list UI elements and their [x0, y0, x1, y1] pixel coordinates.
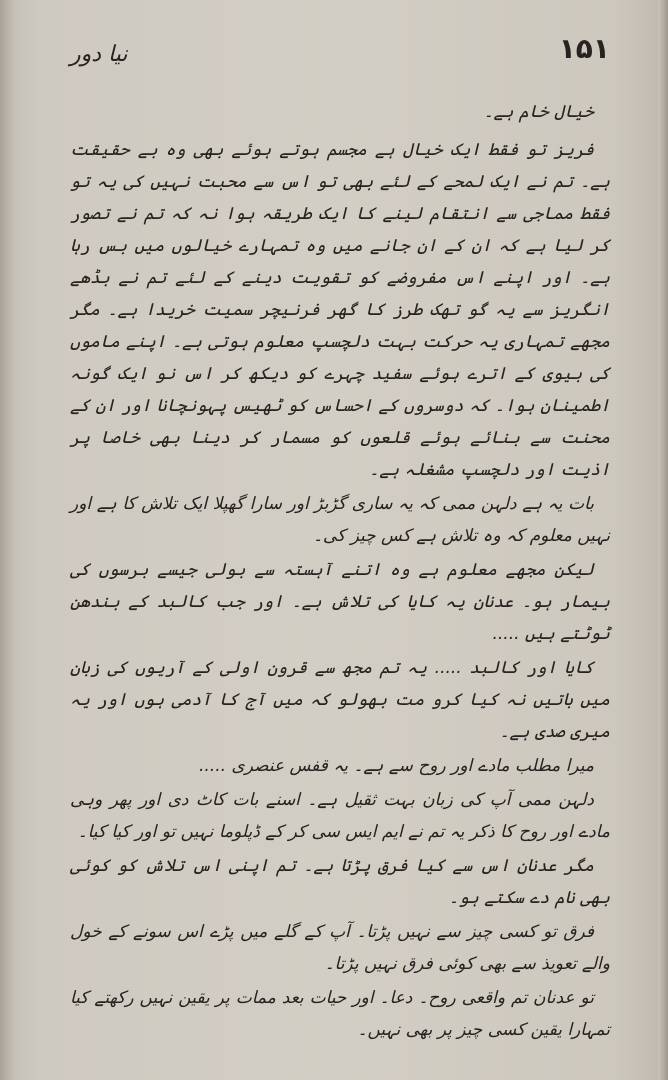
- paragraph: خیال خام ہے۔: [483, 102, 594, 122]
- paragraph: فرق تو کسی چیز سے نہیں پڑتا۔ آپ کے گلے میں پڑے اس سونے کے خول والے تعویذ سے بھی کوئی فرق نہیں پڑتا۔: [70, 922, 610, 974]
- paragraph: لیکن مجھے معلوم ہے وہ اتنے آہستہ سے بولی جیسے برسوں کی بیمار ہو۔ عدنان یہ کایا کی تلاش ہے۔ اور جب کالبد کے بندھن ٹوٹتے ہیں .....: [70, 560, 610, 644]
- page-left-edge-shadow: [0, 0, 14, 1080]
- body-text: [70, 96, 610, 1048]
- paragraph: کایا اور کالبد ..... یہ تم مجھ سے قرون اولی کے آریوں کی زبان میں باتیں نہ کیا کرو مت بھولو کہ میں آج کا آدمی ہوں اور یہ میری صدی ہے۔: [70, 658, 610, 742]
- page-number: ۱۵۱: [558, 32, 610, 65]
- paragraph: مگر عدنان اس سے کیا فرق پڑتا ہے۔ تم اپنی اس تلاش کو کوئی بھی نام دے سکتے ہو۔: [70, 856, 610, 908]
- paragraph: بات یہ ہے دلہن ممی کہ یہ ساری گڑبڑ اور سارا گھپلا ایک تلاش کا ہے اور نہیں معلوم کہ وہ تلاش ہے کس چیز کی۔: [70, 494, 610, 546]
- paragraph: تو عدنان تم واقعی روح۔ دعا۔ اور حیات بعد ممات پر یقین نہیں رکھتے کیا تمہارا یقین کسی چیز پر بھی نہیں۔: [70, 988, 610, 1040]
- journal-name: نیا دور: [70, 42, 128, 67]
- page-right-edge-shadow: [658, 0, 668, 1080]
- page-header: [70, 32, 610, 82]
- paragraph: میرا مطلب مادے اور روح سے ہے۔ یہ قفس عنصری .....: [198, 756, 594, 776]
- paragraph: فریز تو فقط ایک خیال ہے مجسم ہوتے ہوئے بھی وہ بے حقیقت ہے۔ تم نے ایک لمحے کے لئے بھی تو اس سے محبت نہیں کی یہ تو فقط مماجی سے انتقام لینے کا ایک طریقہ ہوا نہ کہ تم نے تصور کر لیا ہے کہ ان کے ان جانے میں وہ تمہارے خیالوں میں بس رہا ہے۔ اور اپنے اس مفروضے کو تقویت دینے کے لئے تم نے بڈھے انگریز سے یہ گو تھک طرز کا گھر فرنیچر سمیت خریدا ہے۔ مگر مجھے تمہاری یہ حرکت بہت دلچسپ معلوم ہوتی ہے۔ اپنے ماموں کی بیوی کے اترے ہوئے سفید چہرے کو دیکھ کر اس نو ایک گونہ اطمینان ہوا۔ کہ دوسروں کے احساس کو ٹھیس پہونچانا اور ان کے محنت سے بنائے ہوئے قلعوں کو مسمار کر دینا بھی خاصا پر اذیت اور دلچسپ مشغلہ ہے۔: [70, 140, 610, 480]
- paragraph: دلہن ممی آپ کی زبان بہت ثقیل ہے۔ اسنے بات کاٹ دی اور پھر وہی مادے اور روح کا ذکر یہ تم نے ایم ایس سی کر کے ڈپلوما نہیں تو اور کیا کیا۔: [70, 790, 610, 842]
